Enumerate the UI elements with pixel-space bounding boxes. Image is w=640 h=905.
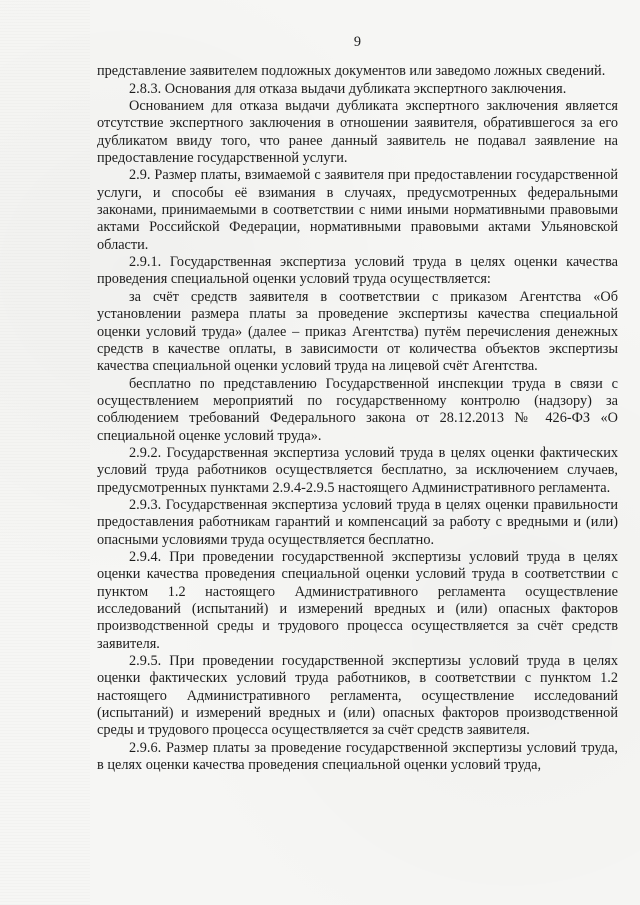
paragraph: 2.9.6. Размер платы за проведение государственной экспертизы условий труда, в целях оценки качества проведения специальной оценки условий труда, (97, 739, 618, 774)
scan-texture (0, 0, 90, 905)
paragraph: 2.8.3. Основания для отказа выдачи дубликата экспертного заключения. (129, 80, 567, 97)
paragraph: 2.9.2. Государственная экспертиза условий труда в целях оценки фактических условий труда работников осуществляется бесплатно, за исключением случаев, предусмотренных пунктами 2.9.4-2.9.5 настоящего Административного регламента. (97, 444, 618, 496)
paragraph: бесплатно по представлению Государственной инспекции труда в связи с осуществлением мероприятий по государственному контролю (надзору) за соблюдением требований Федерального закона от 28.12.2013 № 426-ФЗ «О специальной оценке условий труда». (97, 375, 618, 444)
paragraph: Основанием для отказа выдачи дубликата экспертного заключения является отсутствие экспертного заключения в отношении заявителя, обратившегося за его дубликатом ввиду того, что ранее данный заявитель не подавал заявление на предоставление государственной услуги. (97, 98, 618, 167)
page-number: 9 (353, 34, 362, 50)
paragraph: 2.9.1. Государственная экспертиза условий труда в целях оценки качества проведения специальной оценки условий труда осуществляется: (97, 254, 618, 288)
document-body (97, 63, 618, 774)
paragraph: 2.9.5. При проведении государственной экспертизы условий труда в целях оценки фактических условий труда работников, в соответствии с пунктом 1.2 настоящего Административного регламента, осуществление исследований (испытаний) и измерений вредных и (или) опасных факторов производственной среды и трудового процесса осуществляется за счёт средств заявителя. (97, 653, 618, 739)
paragraph: представление заявителем подложных документов или заведомо ложных сведений. (97, 63, 606, 80)
paragraph: за счёт средств заявителя в соответствии с приказом Агентства «Об установлении размера платы за проведение экспертизы качества специальной оценки условий труда» (далее – приказ Агентства) путём перечисления денежных средств в качестве оплаты, в зависимости от количества объектов экспертизы качества специальной оценки условий труда на лицевой счёт Агентства. (97, 288, 618, 375)
paragraph: 2.9.4. При проведении государственной экспертизы условий труда в целях оценки качества проведения специальной оценки условий труда в соответствии с пунктом 1.2 настоящего Административного регламента осуществление исследований (испытаний) и измерений вредных и (или) опасных факторов производственной среды и трудового процесса осуществляется за счёт средств заявителя. (97, 548, 618, 652)
paragraph: 2.9. Размер платы, взимаемой с заявителя при предоставлении государственной услуги, и способы её взимания в случаях, предусмотренных федеральными законами, принимаемыми в соответствии с ними иными нормативными правовыми актами Российской Федерации, нормативными правовыми актами Ульяновской области. (97, 167, 618, 253)
paragraph: 2.9.3. Государственная экспертиза условий труда в целях оценки правильности предоставления работникам гарантий и компенсаций за работу с вредными и (или) опасными условиями труда осуществляется бесплатно. (97, 496, 618, 548)
